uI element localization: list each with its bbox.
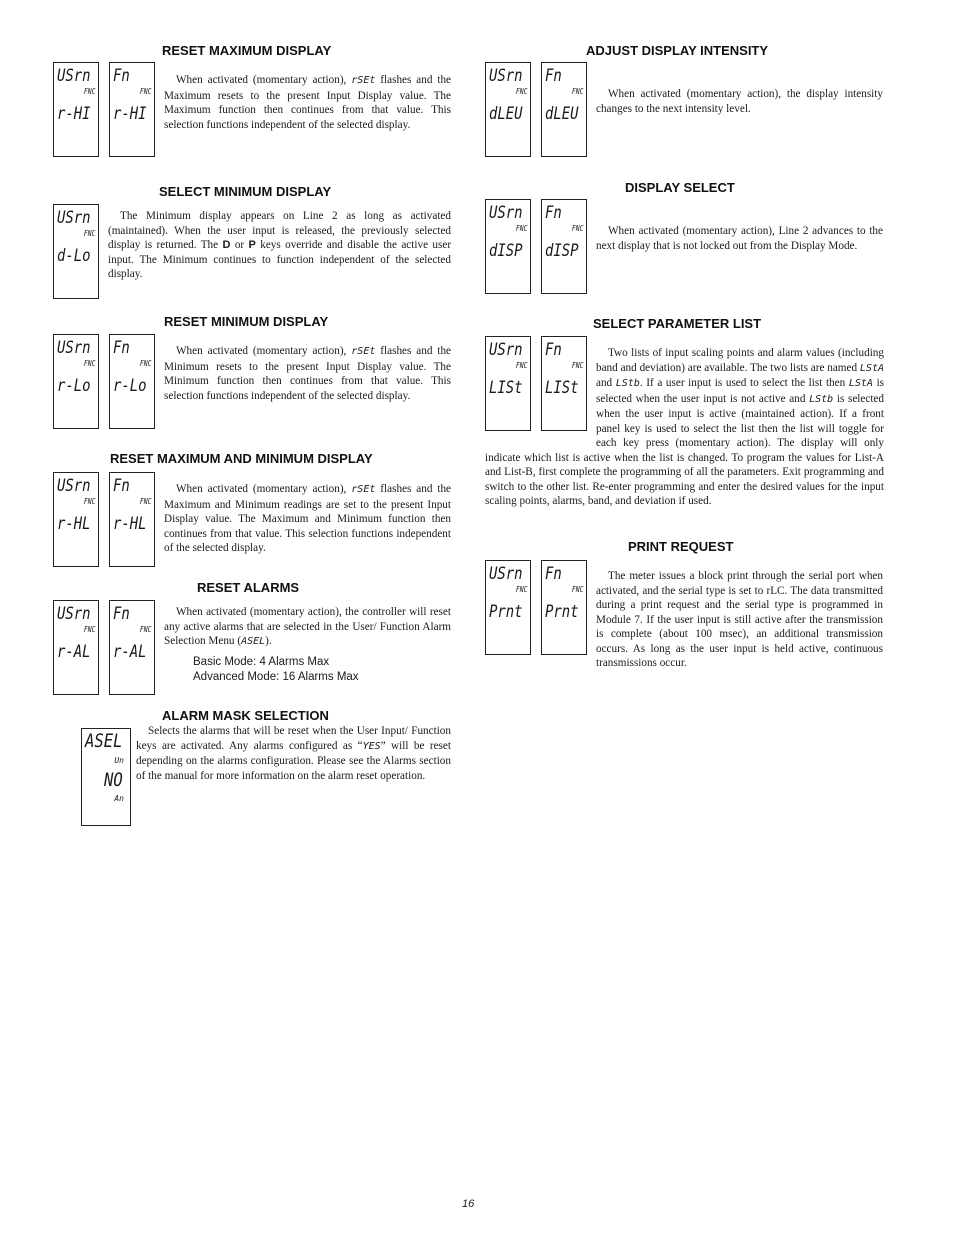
text-part: When activated (momentary action), the controller will reset any active alarms that are selected in the User/ Function Alarm Selection Menu ( (164, 606, 451, 647)
inline-code: rSEt (351, 75, 376, 86)
lcd-display-fn (541, 199, 587, 294)
lcd-tag: FNC (83, 359, 95, 368)
lcd-tag: FNC (83, 497, 95, 506)
heading-alarm-mask: ALARM MASK SELECTION (162, 708, 329, 723)
lcd-tag: FNC (83, 87, 95, 96)
lcd-tag: FNC (515, 87, 527, 96)
lcd-top-text: USrn (57, 338, 91, 358)
lcd-tag: FNC (83, 625, 95, 634)
paragraph-reset-maximum (164, 73, 451, 132)
lcd-top-text: USrn (57, 604, 91, 624)
paragraph-adjust-intensity (596, 87, 883, 116)
lcd-top-text: USrn (489, 340, 523, 360)
key-p: P (248, 239, 256, 251)
lcd-tag: FNC (515, 224, 527, 233)
heading-reset-minimum: RESET MINIMUM DISPLAY (164, 314, 329, 329)
heading-adjust-intensity: ADJUST DISPLAY INTENSITY (586, 43, 769, 58)
text-part: The Minimum display appears on Line 2 as long as activated (maintained). When the user input is released, the previously selected display is returned. The (108, 210, 451, 251)
lcd-display-usrn (53, 334, 99, 429)
text-part: When activated (momentary action), the display intensity changes to the next intensity level. (596, 88, 883, 115)
lcd-tag: FNC (571, 224, 583, 233)
lcd-bottom-text: LISt (545, 378, 579, 398)
text-part: is selected when the user input is active (maintained action). If a front panel key is used to select the list then the list will toggle for each key press (momentary action). The display will only indicate which list is active when the list is changed. To program the values for List-A and List-B, first complete the programming of all the parameters. Exit programming and switch to the other list. Re-enter programming and enter the desired values for the input scaling points, alarms, band, and deviation if used. (485, 392, 884, 507)
lcd-display-fn (541, 62, 587, 157)
inline-code: LStA (848, 378, 873, 389)
heading-select-minimum: SELECT MINIMUM DISPLAY (159, 184, 332, 199)
lcd-mid-text: NO (104, 769, 123, 791)
heading-print-request: PRINT REQUEST (628, 539, 734, 554)
text-part: When activated (momentary action), (176, 483, 347, 495)
lcd-bottom-text: r-HL (57, 514, 91, 534)
text-part: When activated (momentary action), (176, 345, 347, 357)
lcd-bottom-text: r-HI (113, 104, 147, 124)
lcd-tag: An (114, 794, 124, 803)
text-part: and (596, 377, 613, 389)
lcd-bottom-text: dLEU (545, 104, 579, 124)
lcd-top-text: USrn (57, 66, 91, 86)
inline-code: LStb (809, 393, 834, 405)
paragraph-display-select (596, 224, 883, 253)
lcd-tag: FNC (139, 87, 151, 96)
heading-display-select: DISPLAY SELECT (625, 180, 735, 195)
paragraph-reset-alarms (164, 605, 451, 650)
heading-reset-max-min: RESET MAXIMUM AND MINIMUM DISPLAY (110, 451, 373, 466)
paragraph-alarm-mask (136, 724, 451, 783)
lcd-top-text: Fn (545, 203, 562, 223)
lcd-top-text: USrn (489, 203, 523, 223)
lcd-tag: FNC (139, 359, 151, 368)
lcd-bottom-text: Prnt (545, 602, 579, 622)
text-part: When activated (momentary action), (176, 74, 347, 86)
lcd-display-usrn (485, 560, 531, 655)
text-part: or (234, 239, 245, 251)
lcd-tag: FNC (571, 585, 583, 594)
lcd-display-fn (109, 600, 155, 695)
text-part: is selected when the user input is not active and (596, 377, 885, 405)
lcd-tag: Un (114, 756, 124, 765)
lcd-tag: FNC (515, 361, 527, 370)
lcd-bottom-text: dISP (489, 241, 523, 261)
lcd-bottom-text: dISP (545, 241, 579, 261)
lcd-bottom-text: r-AL (113, 642, 147, 662)
paragraph-select-parameter-list (485, 346, 884, 509)
lcd-top-text: USrn (489, 564, 523, 584)
paragraph-reset-max-min (164, 482, 451, 556)
lcd-display-fn (541, 560, 587, 655)
text-part: flashes and the Maximum and Minimum readings are set to the present Input Display value. The Maximum and Minimum function then continues from that value. This selection functions independent of the selected display. (164, 483, 452, 554)
text-part: When activated (momentary action), Line 2 advances to the next display that is not locked out from the Display Mode. (596, 225, 883, 252)
lcd-bottom-text: LISt (489, 378, 523, 398)
lcd-display-usrn (53, 204, 99, 299)
lcd-top-text: USrn (57, 208, 91, 228)
lcd-display-usrn (485, 199, 531, 294)
text-part: Selects the alarms that will be reset when the User Input/ Function keys are activated. Any alarms configured as “ (136, 725, 451, 752)
lcd-bottom-text: Prnt (489, 602, 523, 622)
page-number: 16 (462, 1198, 475, 1210)
text-part: ). (265, 635, 272, 647)
lcd-bottom-text: dLEU (489, 104, 523, 124)
lcd-display-usrn (485, 62, 531, 157)
advanced-mode-note: Advanced Mode: 16 Alarms Max (193, 671, 359, 683)
lcd-bottom-text: r-AL (57, 642, 91, 662)
lcd-top-text: USrn (489, 66, 523, 86)
heading-reset-alarms: RESET ALARMS (197, 580, 300, 595)
lcd-top-text: Fn (113, 338, 130, 358)
lcd-top-text: Fn (113, 66, 130, 86)
lcd-tag: FNC (515, 585, 527, 594)
text-part: flashes and the Maximum resets to the present Input Display value. The Maximum function then continues from that value. This selection functions independent of the selected display. (164, 74, 452, 131)
lcd-tag: FNC (571, 361, 583, 370)
lcd-tag: FNC (139, 497, 151, 506)
lcd-bottom-text: d-Lo (57, 246, 91, 266)
inline-code: LStA (859, 362, 884, 374)
lcd-display-asel (81, 728, 131, 826)
lcd-display-usrn (53, 472, 99, 567)
lcd-bottom-text: r-HI (57, 104, 91, 124)
lcd-display-fn (109, 62, 155, 157)
text-part: The meter issues a block print through the serial port when activated, and the serial type is set to rLC. The data transmitted during a print request and the serial type is programmed in Module 7. If the user input is still active after the transmission is complete (about 100 msec), an additional transmission occurs. As long as the user input is held active, continuous transmissions occur. (596, 570, 883, 669)
text-part: . If a user input is used to select the list then (639, 377, 846, 389)
text-part: Two lists of input scaling points and alarm values (including band and deviation) are available. The two lists are named (596, 347, 884, 374)
lcd-bottom-text: r-Lo (113, 376, 147, 396)
lcd-tag: FNC (83, 229, 95, 238)
lcd-display-fn (109, 334, 155, 429)
basic-mode-note: Basic Mode: 4 Alarms Max (193, 656, 330, 668)
lcd-top-text: ASEL (85, 730, 123, 752)
lcd-top-text: Fn (545, 340, 562, 360)
paragraph-select-minimum (108, 209, 451, 282)
heading-select-parameter-list: SELECT PARAMETER LIST (593, 316, 762, 331)
lcd-display-usrn (53, 600, 99, 695)
text-part: keys override and disable the active user input. The Minimum continues to function independent of the selected display. (108, 239, 452, 280)
lcd-top-text: Fn (113, 476, 130, 496)
lcd-top-text: Fn (545, 564, 562, 584)
lcd-display-usrn (53, 62, 99, 157)
key-d: D (222, 239, 231, 251)
text-part: flashes and the Minimum resets to the present Input Display value. The Minimum function then continues from that value. This selection functions independent of the selected display. (164, 345, 452, 402)
heading-reset-maximum: RESET MAXIMUM DISPLAY (162, 43, 332, 58)
inline-code: ASEL (241, 636, 266, 647)
inline-code: YES (362, 740, 381, 752)
lcd-bottom-text: r-HL (113, 514, 147, 534)
paragraph-reset-minimum (164, 344, 451, 403)
lcd-display-fn (109, 472, 155, 567)
lcd-bottom-text: r-Lo (57, 376, 91, 396)
inline-code: rSEt (351, 346, 376, 357)
lcd-top-text: Fn (113, 604, 130, 624)
inline-code: rSEt (351, 484, 376, 495)
lcd-top-text: Fn (545, 66, 562, 86)
lcd-tag: FNC (139, 625, 151, 634)
lcd-tag: FNC (571, 87, 583, 96)
inline-code: LStb (615, 378, 640, 389)
paragraph-print-request (596, 569, 883, 671)
text-part: ” will be reset depending on the alarms configuration. Please see the Alarms section of the manual for more information on the alarm reset operation. (136, 739, 451, 782)
lcd-top-text: USrn (57, 476, 91, 496)
